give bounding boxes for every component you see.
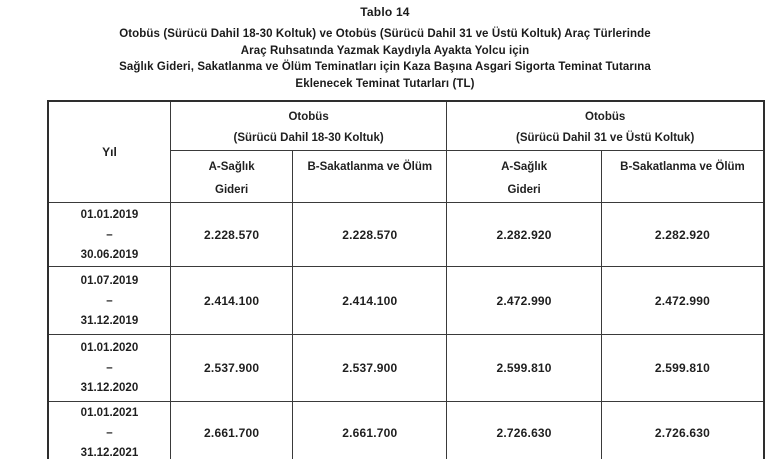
subtitle-line-2: Araç Ruhsatında Yazmak Kaydıyla Ayakta Yolcu için [240, 44, 530, 57]
amount-cell: 2.537.900 [170, 335, 292, 402]
period-end: 31.12.2021 [80, 447, 139, 459]
amount-cell: 2.661.700 [293, 402, 447, 459]
subtitle-line-3: Sağlık Gideri, Sakatlanma ve Ölüm Teminatları için Kaza Başına Asgari Sigorta Teminat Tutarına [119, 61, 651, 73]
amount-cell: 2.472.990 [447, 267, 602, 335]
period-start: 01.01.2021 [80, 407, 139, 419]
period-end: 30.06.2019 [80, 248, 139, 261]
subtitle-line-4: Eklenecek Teminat Tutarları (TL) [295, 77, 475, 90]
amount-cell: 2.661.700 [170, 402, 292, 459]
header-group-bus-18-30 [170, 101, 446, 151]
header-year: Yıl [48, 101, 170, 203]
period-end: 31.12.2020 [80, 382, 139, 394]
period-start: 01.01.2019 [80, 208, 139, 221]
amount-cell: 2.726.630 [601, 402, 764, 459]
table-row [48, 267, 764, 335]
period-start: 01.07.2019 [80, 274, 139, 287]
period-separator: – [106, 362, 113, 374]
document-subtitle [0, 26, 770, 92]
table-header-group-row [48, 101, 764, 151]
group-1-subtitle: (Sürücü Dahil 18-30 Koltuk) [233, 132, 384, 144]
header-disability-death-2: B-Sakatlanma ve Ölüm [601, 151, 764, 203]
period-separator: – [106, 427, 113, 439]
coverage-amounts-table [47, 100, 765, 459]
table-row [48, 335, 764, 402]
period-cell [48, 335, 170, 402]
period-separator: – [106, 294, 113, 307]
amount-cell: 2.228.570 [293, 203, 447, 267]
group-2-title: Otobüs [585, 111, 626, 123]
group-1-title: Otobüs [288, 111, 329, 123]
amount-cell: 2.599.810 [447, 335, 602, 402]
amount-cell: 2.282.920 [447, 203, 602, 267]
amount-cell: 2.228.570 [170, 203, 292, 267]
period-cell [48, 402, 170, 459]
period-start: 01.01.2020 [80, 342, 139, 354]
period-cell [48, 203, 170, 267]
table-row [48, 402, 764, 459]
period-cell [48, 267, 170, 335]
amount-cell: 2.599.810 [601, 335, 764, 402]
header-health-expense-2: A-Sağlık Gideri [447, 151, 602, 203]
header-health-expense-1: A-Sağlık Gideri [170, 151, 292, 203]
period-end: 31.12.2019 [80, 314, 139, 327]
table-row [48, 203, 764, 267]
amount-cell: 2.414.100 [170, 267, 292, 335]
subtitle-line-1: Otobüs (Sürücü Dahil 18-30 Koltuk) ve Otobüs (Sürücü Dahil 31 ve Üstü Koltuk) Araç Türlerinde [119, 28, 651, 40]
amount-cell: 2.282.920 [601, 203, 764, 267]
period-separator: – [106, 228, 113, 241]
amount-cell: 2.726.630 [447, 402, 602, 459]
header-group-bus-31-plus [447, 101, 764, 151]
amount-cell: 2.537.900 [293, 335, 447, 402]
header-disability-death-1: B-Sakatlanma ve Ölüm [293, 151, 447, 203]
page-title: Tablo 14 [360, 5, 410, 19]
amount-cell: 2.472.990 [601, 267, 764, 335]
group-2-subtitle: (Sürücü Dahil 31 ve Üstü Koltuk) [516, 132, 695, 144]
amount-cell: 2.414.100 [293, 267, 447, 335]
